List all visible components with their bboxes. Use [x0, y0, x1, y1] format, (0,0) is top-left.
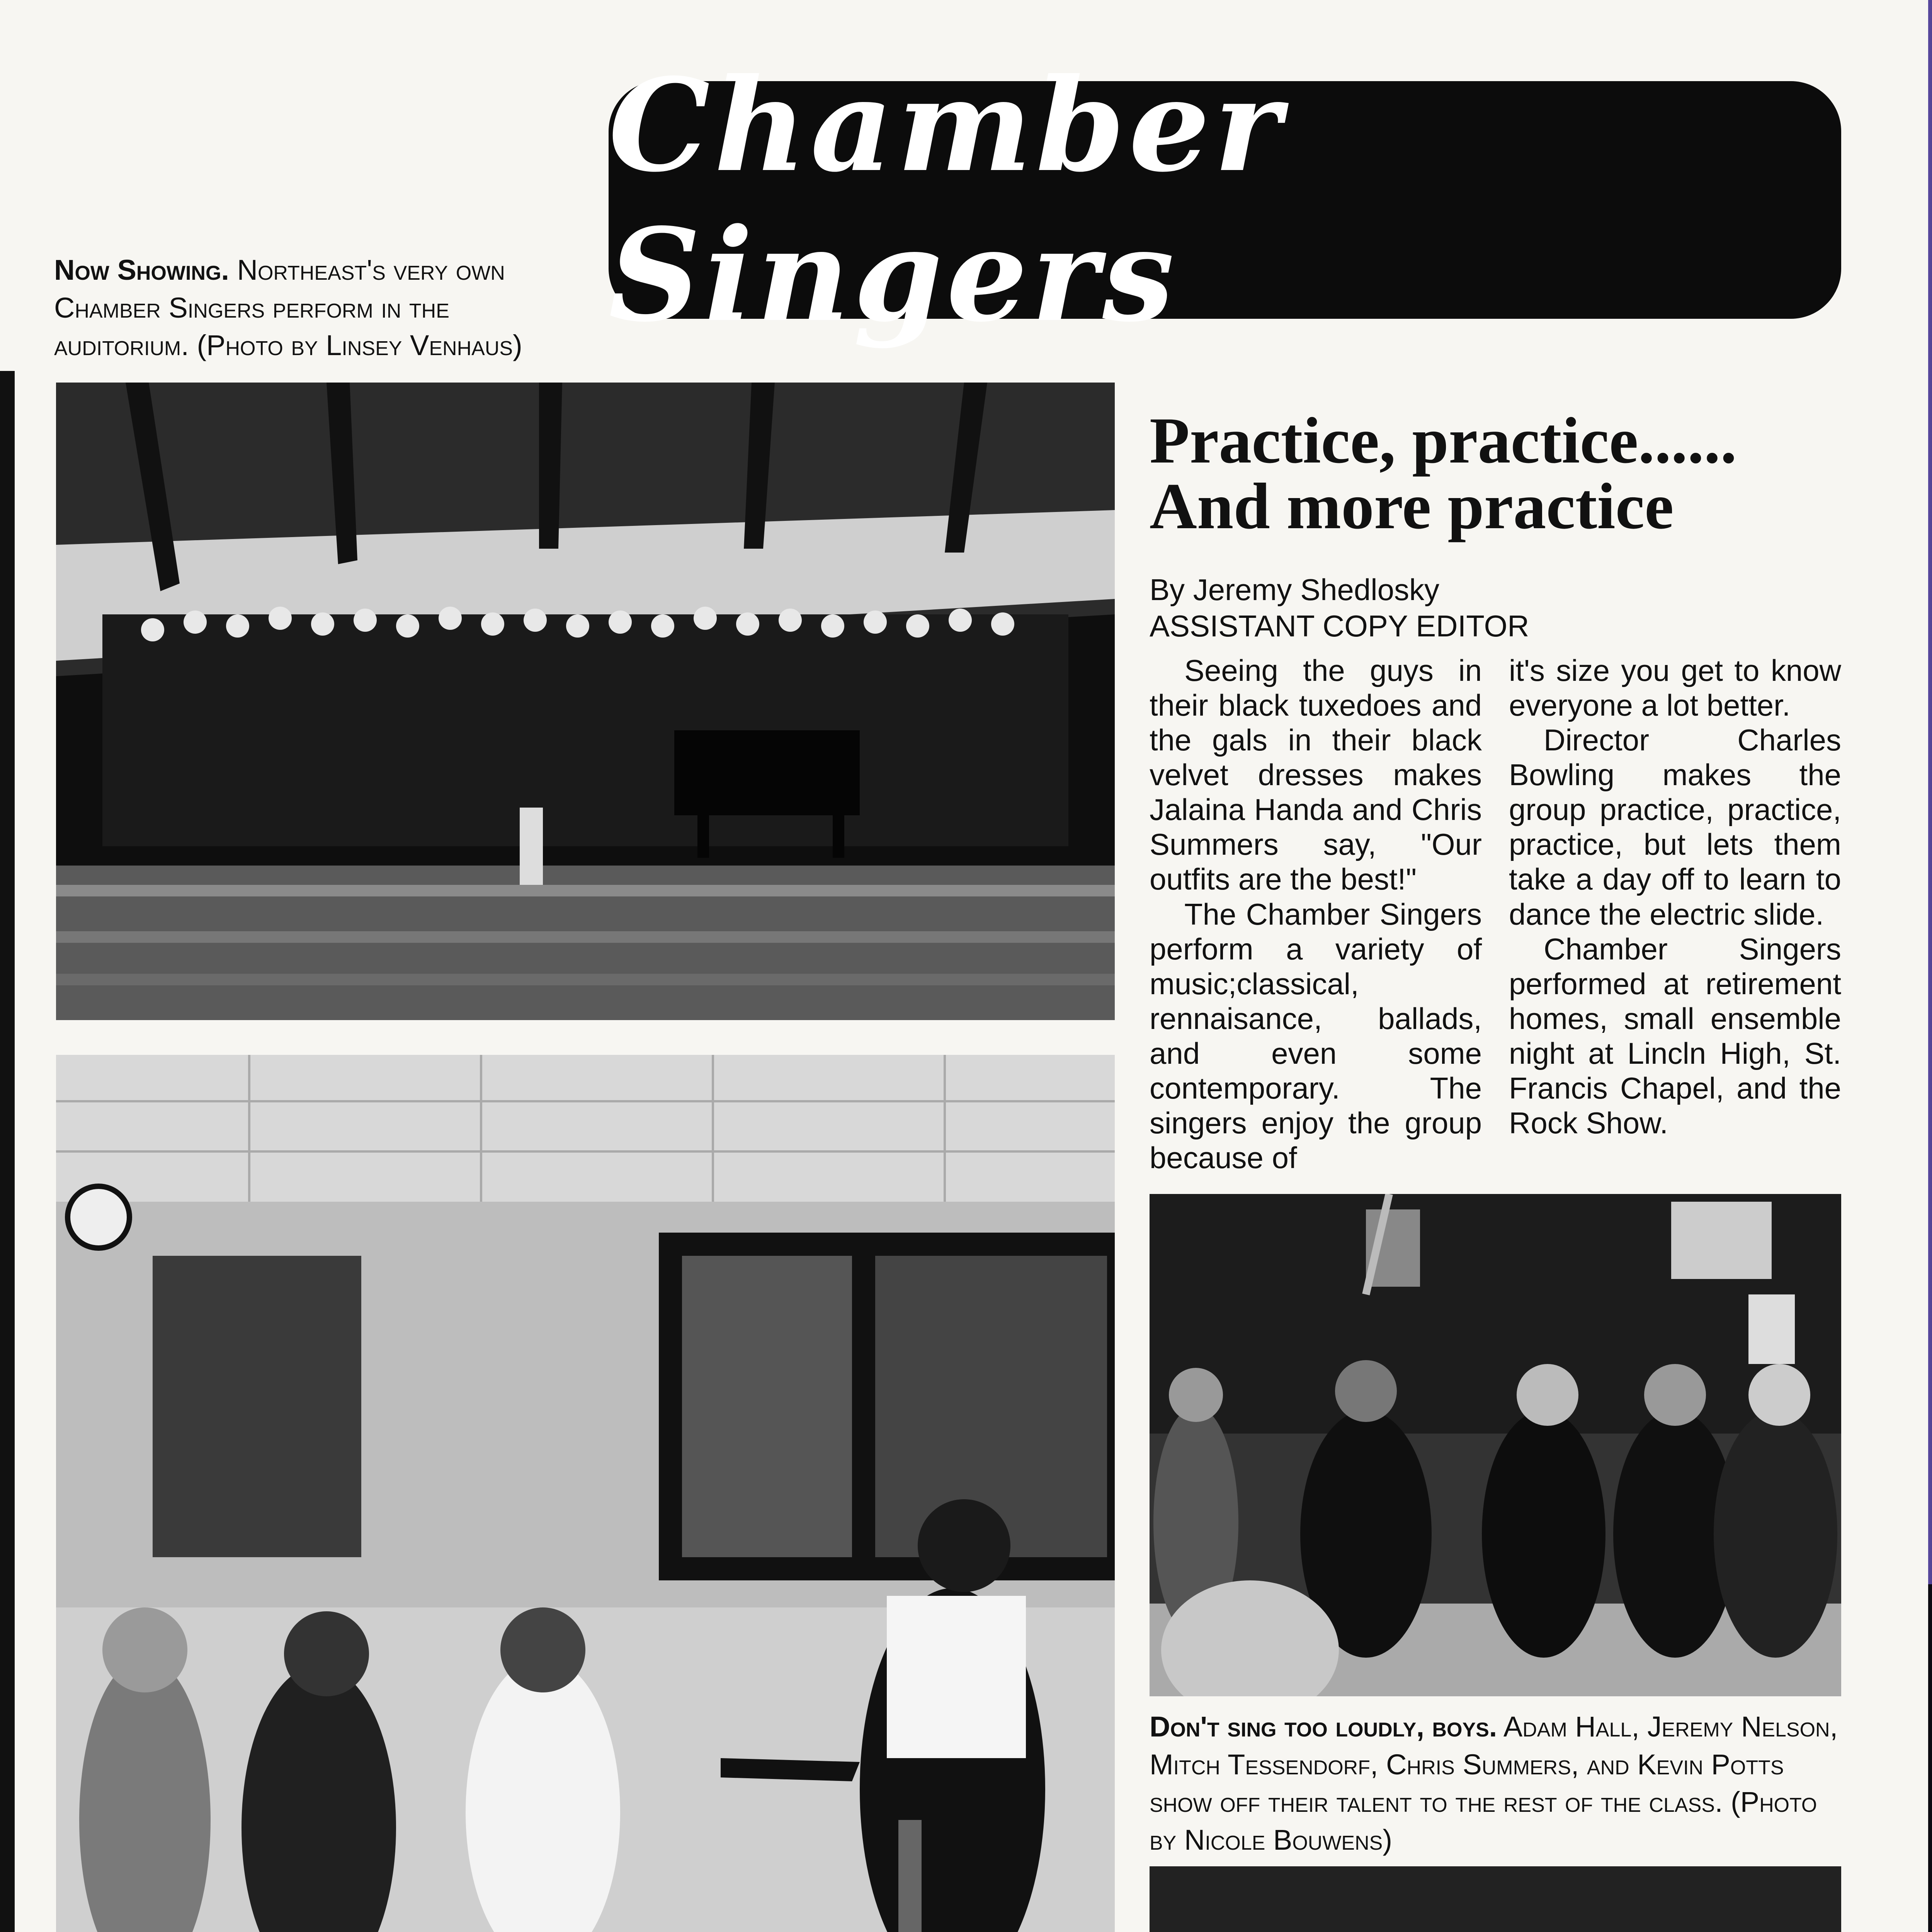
caption-lead: Now Showing. — [54, 254, 229, 286]
article-paragraph: Chamber Singers performed at retirement homes, small ensemble night at Lincln High, St. Francis Chapel, and the Rock Show. — [1509, 932, 1841, 1140]
caption-dont-sing-loudly — [1150, 1708, 1841, 1859]
byline-name: By Jeremy Shedlosky — [1150, 573, 1439, 607]
photo-classroom-girls — [56, 1055, 1115, 1932]
article-paragraph: it's size you get to know everyone a lot better. — [1509, 653, 1841, 723]
page-title: Chamber Singers — [609, 50, 1285, 350]
caption-now-showing — [54, 251, 591, 364]
title-banner — [609, 50, 1841, 350]
article-paragraph: Director Charles Bowling makes the group practice, practice, practice, but lets them take a day off to learn to dance the electric slide. — [1509, 723, 1841, 931]
article-paragraph: The Chamber Singers perform a variety of music;classical, rennaisance, ballads, and even some contemporary. The singers enjoy the group because of — [1150, 897, 1482, 1175]
article-column-1 — [1150, 653, 1482, 1175]
headline-line-2: And more practice — [1150, 470, 1674, 543]
headline-line-1: Practice, practice...... — [1150, 404, 1737, 477]
binding-edge-right-dark — [1928, 1584, 1932, 1932]
caption-body: Northeast's very own Chamber Singers perform in the auditorium. (Photo by Linsey Venhaus) — [54, 254, 522, 362]
caption-body: Adam Hall, Jeremy Nelson, Mitch Tessendorf, Chris Summers, and Kevin Potts show off their talent to the rest of the class. (Photo by Nicole Bouwens) — [1150, 1711, 1838, 1856]
caption-lead: Don't sing too loudly, boys. — [1150, 1711, 1497, 1743]
article-byline — [1150, 572, 1884, 644]
photo-auditorium-choir — [56, 383, 1115, 1020]
article-paragraph: Seeing the guys in their black tuxedoes and the gals in their black velvet dresses makes Jalaina Handa and Chris Summers say, "Our outfits are the best!" — [1150, 653, 1482, 896]
photo-boys-singing — [1150, 1194, 1841, 1696]
photo-gym-choir — [1150, 1866, 1841, 1932]
article-headline — [1150, 404, 1884, 543]
byline-title: ASSISTANT COPY EDITOR — [1150, 609, 1529, 643]
binding-edge-left — [0, 371, 15, 1932]
article-column-2 — [1509, 653, 1841, 1140]
